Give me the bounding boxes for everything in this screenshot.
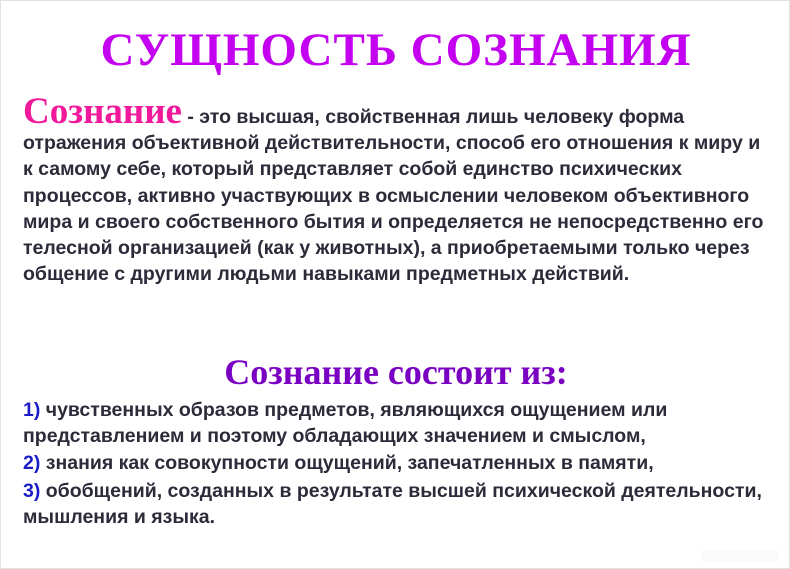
- list-item-marker: 3): [23, 479, 41, 502]
- definition-block: [23, 93, 771, 288]
- lead-term: Сознание: [23, 91, 182, 132]
- list-item-text: чувственных образов предметов, являющихся ощущением или представлением и поэтому обладающих значением и смыслом,: [23, 399, 668, 448]
- list-item-text: обобщений, созданных в результате высшей психической деятельности, мышления и языка.: [23, 479, 762, 528]
- list-item: [23, 397, 775, 449]
- corner-watermark: [701, 550, 779, 562]
- list-item: [23, 450, 775, 476]
- list-item-marker: 2): [23, 452, 41, 475]
- definition-paragraph: [23, 93, 771, 288]
- section-subtitle: Сознание состоит из:: [224, 352, 568, 392]
- list-item-text: знания как совокупности ощущений, запечатленных в памяти,: [40, 452, 654, 475]
- definition-text: - это высшая, свойственная лишь человеку форма отражения объективной действительности, способ его отношения к миру и к самому себе, который представляет собой единство психических процессов, активно участвующих в осмыслении человеком объективного мира и своего собственного бытия и определяется не непосредственно его телесной организацией (как у животных), а приобретаемыми только через общение с другими людьми навыками предметных действий.: [23, 106, 764, 286]
- components-list: [23, 397, 775, 531]
- list-item-marker: 1): [23, 399, 41, 421]
- list-item: [23, 478, 775, 530]
- page-title: СУЩНОСТЬ СОЗНАНИЯ: [100, 24, 692, 76]
